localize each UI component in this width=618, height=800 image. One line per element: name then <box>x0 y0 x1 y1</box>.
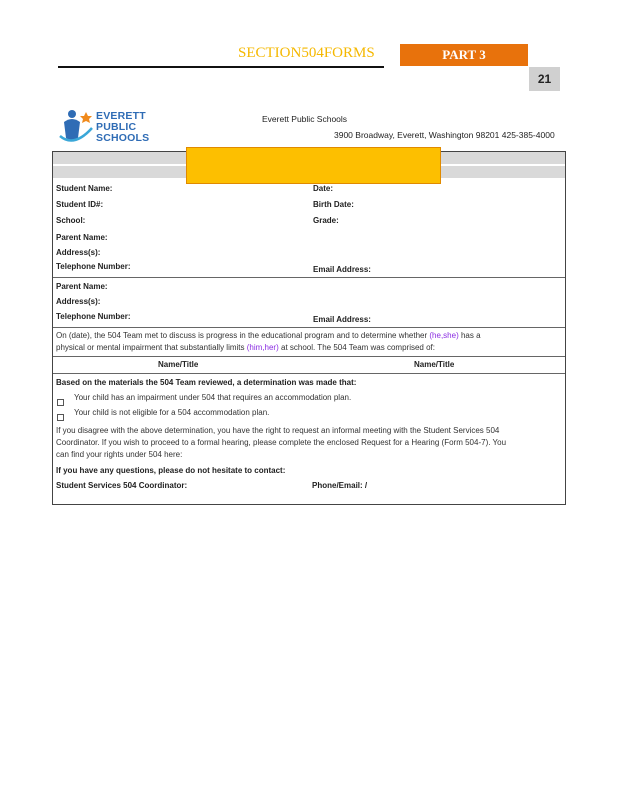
address-label-2: Address(s): <box>56 297 101 306</box>
disagree-line-2: Coordinator. If you wish to proceed to a formal hearing, please complete the enclosed Request for a Hearing (Form 504-7). You <box>56 438 507 447</box>
header-rule <box>58 66 384 68</box>
disagree-line-1: If you disagree with the above determination, you have the right to request an informal meeting with the Student Services 504 <box>56 426 500 435</box>
title-highlight-box <box>186 147 441 184</box>
divider <box>53 277 565 278</box>
section-title: SECTION504FORMS <box>238 45 375 61</box>
meeting-text-2: has a <box>458 331 481 340</box>
pronoun-field-1: (he,she) <box>429 331 459 340</box>
logo-wordmark <box>96 111 149 144</box>
date-label: Date: <box>313 184 334 193</box>
student-name-label: Student Name: <box>56 184 113 193</box>
organization-address: 3900 Broadway, Everett, Washington 98201 425-385-4000 <box>334 130 555 140</box>
email-label-2: Email Address: <box>313 315 371 324</box>
divider <box>53 356 565 357</box>
logo-line-1: EVERETT <box>96 110 146 122</box>
divider <box>53 373 565 374</box>
divider <box>53 327 565 328</box>
meeting-text-3: physical or mental impairment that substantially limits <box>56 343 247 352</box>
parent-name-label-2: Parent Name: <box>56 282 108 291</box>
option2-checkbox[interactable] <box>57 408 64 426</box>
parent-name-label: Parent Name: <box>56 233 108 242</box>
team-column-header-1: Name/Title <box>158 360 199 369</box>
questions-text: If you have any questions, please do not hesitate to contact: <box>56 466 286 475</box>
logo-line-3: SCHOOLS <box>96 132 150 144</box>
birth-date-label: Birth Date: <box>313 200 354 209</box>
disagree-paragraph <box>56 425 561 461</box>
part-label: PART 3 <box>400 44 528 66</box>
school-label: School: <box>56 216 86 225</box>
telephone-label-2: Telephone Number: <box>56 312 131 321</box>
page-number: 21 <box>529 67 560 91</box>
option2-label: Your child is not eligible for a 504 accommodation plan. <box>74 408 270 417</box>
meeting-paragraph <box>56 330 561 354</box>
student-id-label: Student ID#: <box>56 200 104 209</box>
telephone-label: Telephone Number: <box>56 262 131 271</box>
organization-name: Everett Public Schools <box>262 114 348 124</box>
disagree-line-3: can find your rights under 504 here: <box>56 450 183 459</box>
logo-line-2: PUBLIC <box>96 121 137 133</box>
determination-heading: Based on the materials the 504 Team reviewed, a determination was made that: <box>56 378 357 387</box>
team-column-header-2: Name/Title <box>414 360 455 369</box>
option1-label: Your child has an impairment under 504 that requires an accommodation plan. <box>74 393 352 402</box>
pronoun-field-2: (him,her) <box>246 343 279 352</box>
meeting-text-1: On (date), the 504 Team met to discuss is progress in the educational program and to determine whether <box>56 331 430 340</box>
address-label: Address(s): <box>56 248 101 257</box>
meeting-text-4: at school. The 504 Team was comprised of: <box>278 343 435 352</box>
coordinator-label: Student Services 504 Coordinator: <box>56 481 188 490</box>
email-label: Email Address: <box>313 265 371 274</box>
grade-label: Grade: <box>313 216 339 225</box>
phone-email-label: Phone/Email: / <box>312 481 368 490</box>
